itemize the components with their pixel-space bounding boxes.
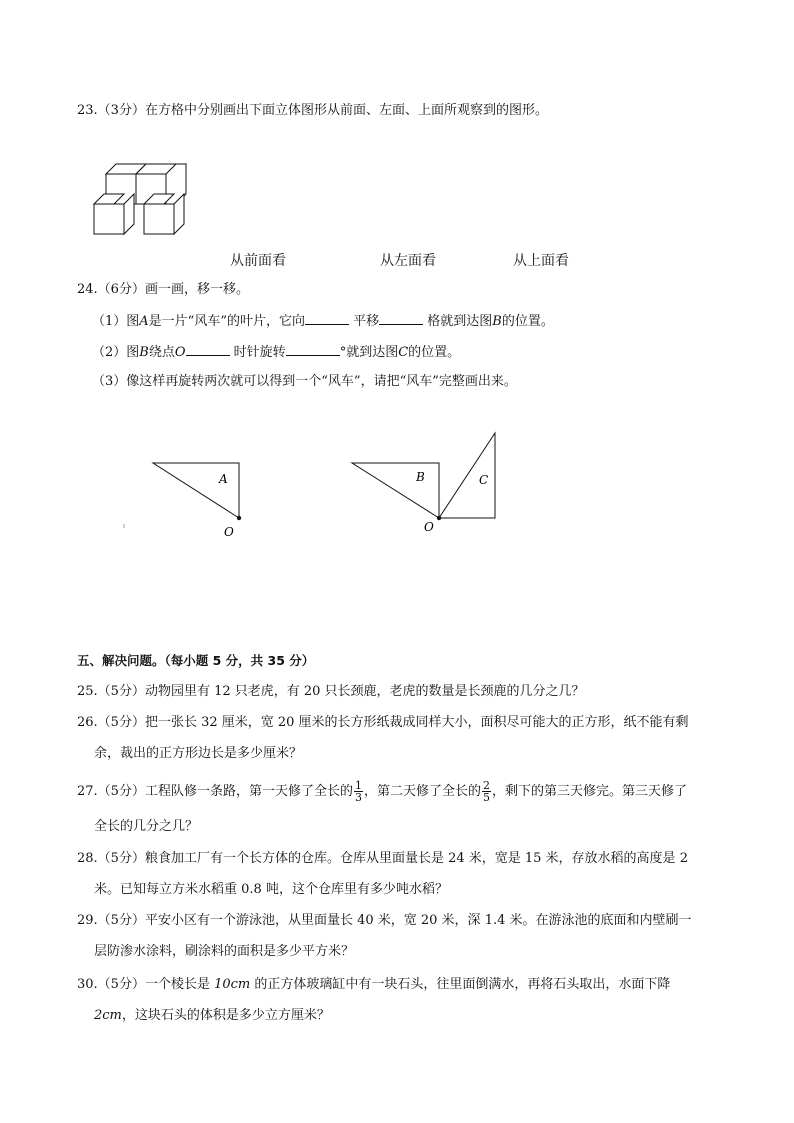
q28-line2: 米。已知每立方米水稻重 0.8 吨，这个仓库里有多少吨水稻？ [94,882,448,897]
q26-line2: 余，裁出的正方形边长是多少厘米？ [94,746,303,761]
q29-line2: 层防渗水涂料，刷涂料的面积是多少平方米？ [94,944,355,959]
figure-b-label: B [416,470,425,484]
front-view-label: 从前面看 [230,253,286,269]
cube-stack-figure [90,158,200,238]
windmill-figure [0,425,794,555]
q26-line1: 26.（5分）把一张长 32 厘米，宽 20 厘米的长方形纸裁成同样大小，面积尽可能大的正方形，纸不能有剩 [77,715,689,730]
direction-blank[interactable] [305,311,349,325]
rotation-angle-blank[interactable] [286,342,340,356]
q30-line2: 2cm，这块石头的体积是多少立方厘米？ [94,1008,330,1023]
q24-title: 24.（6分）画一画，移一移。 [77,282,249,297]
q27-line1: 27.（5分）工程队修一条路，第一天修了全长的 $\frac{1}{3}$ ，第二天修了全长的 $\frac{2}{5}$ ，剩下的第三天修完。第三天修了 [77,779,687,804]
top-view-label: 从上面看 [513,253,569,269]
rotation-direction-blank[interactable] [186,342,230,356]
fraction-two-fifths: $\frac{2}{5}$ [482,779,490,804]
q24-part3: （3）像这样再旋转两次就可以得到一个“风车”，请把“风车”完整画出来。 [92,374,517,389]
point-o-label-2: O [424,520,434,534]
q30-line1: 30.（5分）一个棱长是 10cm 的正方体玻璃缸中有一块石头，往里面倒满水，再将石头取出，水面下降 [77,977,671,992]
section-5-heading: 五、解决问题。（每小题 5 分，共 35 分） [77,653,315,668]
q24-part1: （1）图A是一片“风车”的叶片，它向 平移 格就到达图B的位置。 [92,311,554,331]
left-view-label: 从左面看 [380,253,436,269]
q27-line2: 全长的几分之几？ [94,819,199,834]
figure-a-label: A [219,472,228,486]
q23-text: 23.（3分）在方格中分别画出下面立体图形从前面、左面、上面所观察到的图形。 [77,103,548,118]
q28-line1: 28.（5分）粮食加工厂有一个长方体的仓库。仓库从里面量长是 24 米，宽是 15 米，存放水稻的高度是 2 [77,851,688,866]
q24-part2: （2）图B绕点O 时针旋转 °就到达图C的位置。 [92,342,460,362]
q29-line1: 29.（5分）平安小区有一个游泳池，从里面量长 40 米，宽 20 米，深 1.4 米。在游泳池的底面和内壁刷一 [77,913,692,928]
q25-text: 25.（5分）动物园里有 12 只老虎，有 20 只长颈鹿，老虎的数量是长颈鹿的几分之几？ [77,684,585,699]
fraction-one-third: $\frac{1}{3}$ [354,779,362,804]
point-o-label-1: O [224,525,234,539]
grid-count-blank[interactable] [379,311,423,325]
figure-c-label: C [479,473,489,487]
